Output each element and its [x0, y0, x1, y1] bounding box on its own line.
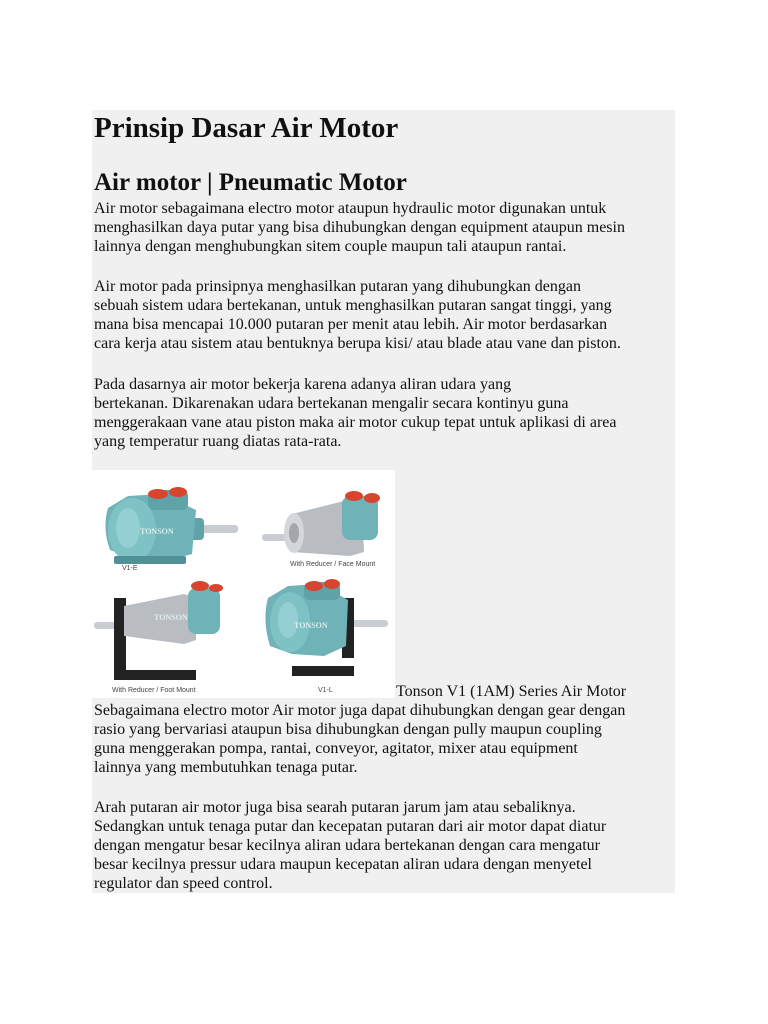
air-motor-product-image: [92, 470, 395, 698]
motor-face-mount-illustration: [262, 491, 380, 568]
logo-watermark: TONSON: [140, 527, 174, 536]
paragraph-5-line: regulator dan speed control.: [94, 875, 273, 892]
image-label: V1-L: [318, 687, 333, 694]
paragraph-4-line: Sebagaimana electro motor Air motor juga dapat dihubungkan dengan gear dengan: [94, 702, 626, 719]
figure-caption: Tonson V1 (1AM) Series Air Motor: [396, 683, 627, 700]
paragraph-1-line: menghasilkan daya putar yang bisa dihubungkan dengan equipment ataupun mesin: [94, 219, 625, 236]
page-title: Prinsip Dasar Air Motor: [94, 112, 399, 144]
paragraph-4-line: rasio yang bervariasi ataupun bisa dihubungkan dengan pully maupun coupling: [94, 721, 602, 738]
section-heading: Air motor | Pneumatic Motor: [94, 169, 407, 196]
paragraph-3-line: bertekanan. Dikarenakan udara bertekanan mengalir secara kontinyu guna: [94, 395, 569, 412]
image-label: With Reducer / Face Mount: [290, 561, 376, 568]
paragraph-2-line: mana bisa mencapai 10.000 putaran per menit atau lebih. Air motor berdasarkan: [94, 316, 608, 333]
paragraph-5-line: besar kecilnya pressur udara maupun kecepatan aliran udara dengan menyetel: [94, 856, 592, 873]
paragraph-5-line: Arah putaran air motor juga bisa searah putaran jarum jam atau sebaliknya.: [94, 799, 576, 816]
motor-v1-e-illustration: [105, 487, 238, 572]
paragraph-1-line: lainnya dengan menghubungkan sitem couple maupun tali ataupun rantai.: [94, 238, 567, 255]
paragraph-3-line: menggerakaan vane atau piston maka air motor cukup tepat untuk aplikasi di area: [94, 414, 617, 431]
image-label: With Reducer / Foot Mount: [112, 687, 196, 694]
paragraph-4-line: lainnya yang membutuhkan tenaga putar.: [94, 759, 358, 776]
motor-v1-l-illustration: [265, 579, 388, 694]
image-label: V1-E: [122, 565, 138, 572]
logo-watermark: TONSON: [294, 621, 328, 630]
motor-foot-mount-illustration: [94, 581, 223, 694]
paragraph-5-line: Sedangkan untuk tenaga putar dan kecepatan putaran dari air motor dapat diatur: [94, 818, 607, 835]
paragraph-1-line: Air motor sebagaimana electro motor ataupun hydraulic motor digunakan untuk: [94, 200, 607, 217]
paragraph-3-line: Pada dasarnya air motor bekerja karena adanya aliran udara yang: [94, 376, 512, 393]
logo-watermark: TONSON: [154, 613, 188, 622]
paragraph-2-line: Air motor pada prinsipnya menghasilkan putaran yang dihubungkan dengan: [94, 278, 581, 295]
paragraph-3-line: yang temperatur ruang diatas rata-rata.: [94, 433, 342, 450]
paragraph-4-line: guna menggerakan pompa, rantai, conveyor, agitator, mixer atau equipment: [94, 740, 578, 757]
paragraph-5-line: dengan mengatur besar kecilnya aliran udara bertekanan dengan cara mengatur: [94, 837, 600, 854]
paragraph-2-line: cara kerja atau sistem atau bentuknya berupa kisi/ atau blade atau vane dan piston.: [94, 335, 621, 352]
paragraph-2-line: sebuah sistem udara bertekanan, untuk menghasilkan putaran sangat tinggi, yang: [94, 297, 612, 314]
